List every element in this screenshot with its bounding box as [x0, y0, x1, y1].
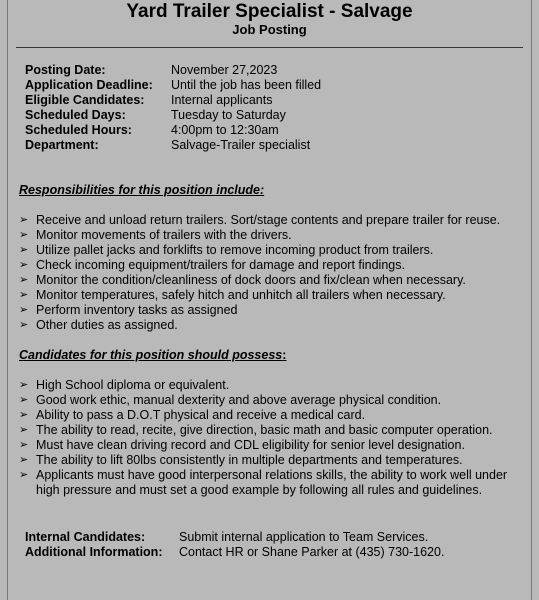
arrow-bullet-icon: ➢ — [19, 439, 29, 451]
list-item: ➢ Monitor movements of trailers with the drivers. — [19, 228, 292, 242]
internal-candidates-row — [25, 530, 444, 545]
candidates-list — [19, 378, 507, 498]
responsibilities-heading: Responsibilities for this position include: — [19, 183, 265, 197]
title-divider — [16, 47, 523, 48]
list-item-continuation: high pressure and must set a good example by following all rules and guidelines. — [36, 483, 483, 497]
footer-details — [25, 530, 444, 560]
list-item: ➢ High School diploma or equivalent. — [19, 378, 230, 392]
posting-details — [25, 63, 321, 153]
footer-label: Additional Information: — [25, 545, 163, 559]
info-label: Scheduled Days: — [25, 108, 126, 122]
arrow-bullet-icon: ➢ — [19, 409, 29, 421]
info-label: Scheduled Hours: — [25, 123, 132, 137]
arrow-bullet-icon: ➢ — [19, 454, 29, 466]
list-item: ➢ Check incoming equipment/trailers for damage and report findings. — [19, 258, 405, 272]
info-value: Until the job has been filled — [171, 78, 322, 92]
info-label: Application Deadline: — [25, 78, 153, 92]
arrow-bullet-icon: ➢ — [19, 319, 29, 331]
arrow-bullet-icon: ➢ — [19, 259, 29, 271]
info-label: Department: — [25, 138, 99, 152]
footer-value: Submit internal application to Team Services. — [179, 530, 429, 544]
list-item: ➢ Monitor the condition/cleanliness of dock doors and fix/clean when necessary. — [19, 273, 466, 287]
footer-value: Contact HR or Shane Parker at (435) 730-1620. — [179, 545, 445, 559]
candidates-heading: Candidates for this position should possess: — [19, 348, 287, 362]
info-label: Posting Date: — [25, 63, 106, 77]
list-item: ➢ The ability to lift 80lbs consistently in multiple departments and temperatures. — [19, 453, 463, 467]
info-value: 4:00pm to 12:30am — [171, 123, 279, 137]
list-item: ➢ Good work ethic, manual dexterity and above average physical condition. — [19, 393, 442, 407]
additional-information-row — [25, 545, 444, 560]
arrow-bullet-icon: ➢ — [19, 244, 29, 256]
info-value: Tuesday to Saturday — [171, 108, 286, 122]
posting-subtitle: Job Posting — [232, 22, 307, 37]
list-item: ➢ Receive and unload return trailers. Sort/stage contents and prepare trailer for reuse. — [19, 213, 501, 227]
info-value: November 27,2023 — [171, 63, 278, 77]
info-label: Eligible Candidates: — [25, 93, 145, 107]
list-item: ➢ Utilize pallet jacks and forklifts to remove incoming product from trailers. — [19, 243, 434, 257]
eligible-candidates-row — [25, 93, 321, 108]
list-item: ➢ Other duties as assigned. — [19, 318, 178, 332]
posting-date-row — [25, 63, 321, 78]
list-item: ➢ Must have clean driving record and CDL eligibility for senior level designation. — [19, 438, 465, 452]
arrow-bullet-icon: ➢ — [19, 424, 29, 436]
application-deadline-row — [25, 78, 321, 93]
info-value: Internal applicants — [171, 93, 273, 107]
list-item: ➢ Monitor temperatures, safely hitch and unhitch all trailers when necessary. — [19, 288, 446, 302]
department-row — [25, 138, 321, 153]
scheduled-days-row — [25, 108, 321, 123]
arrow-bullet-icon: ➢ — [19, 229, 29, 241]
info-value: Salvage-Trailer specialist — [171, 138, 311, 152]
arrow-bullet-icon: ➢ — [19, 289, 29, 301]
arrow-bullet-icon: ➢ — [19, 304, 29, 316]
arrow-bullet-icon: ➢ — [19, 274, 29, 286]
arrow-bullet-icon: ➢ — [19, 379, 29, 391]
arrow-bullet-icon: ➢ — [19, 469, 29, 481]
footer-label: Internal Candidates: — [25, 530, 146, 544]
responsibilities-list — [19, 213, 500, 333]
list-item: ➢ Applicants must have good interpersonal relations skills, the ability to work well under — [19, 468, 508, 482]
arrow-bullet-icon: ➢ — [19, 214, 29, 226]
list-item: ➢ Perform inventory tasks as assigned — [19, 303, 238, 317]
scheduled-hours-row — [25, 123, 321, 138]
arrow-bullet-icon: ➢ — [19, 394, 29, 406]
posting-title: Yard Trailer Specialist - Salvage — [126, 1, 413, 22]
list-item: ➢ The ability to read, recite, give direction, basic math and basic computer operation. — [19, 423, 493, 437]
list-item: ➢ Ability to pass a D.O.T physical and receive a medical card. — [19, 408, 366, 422]
